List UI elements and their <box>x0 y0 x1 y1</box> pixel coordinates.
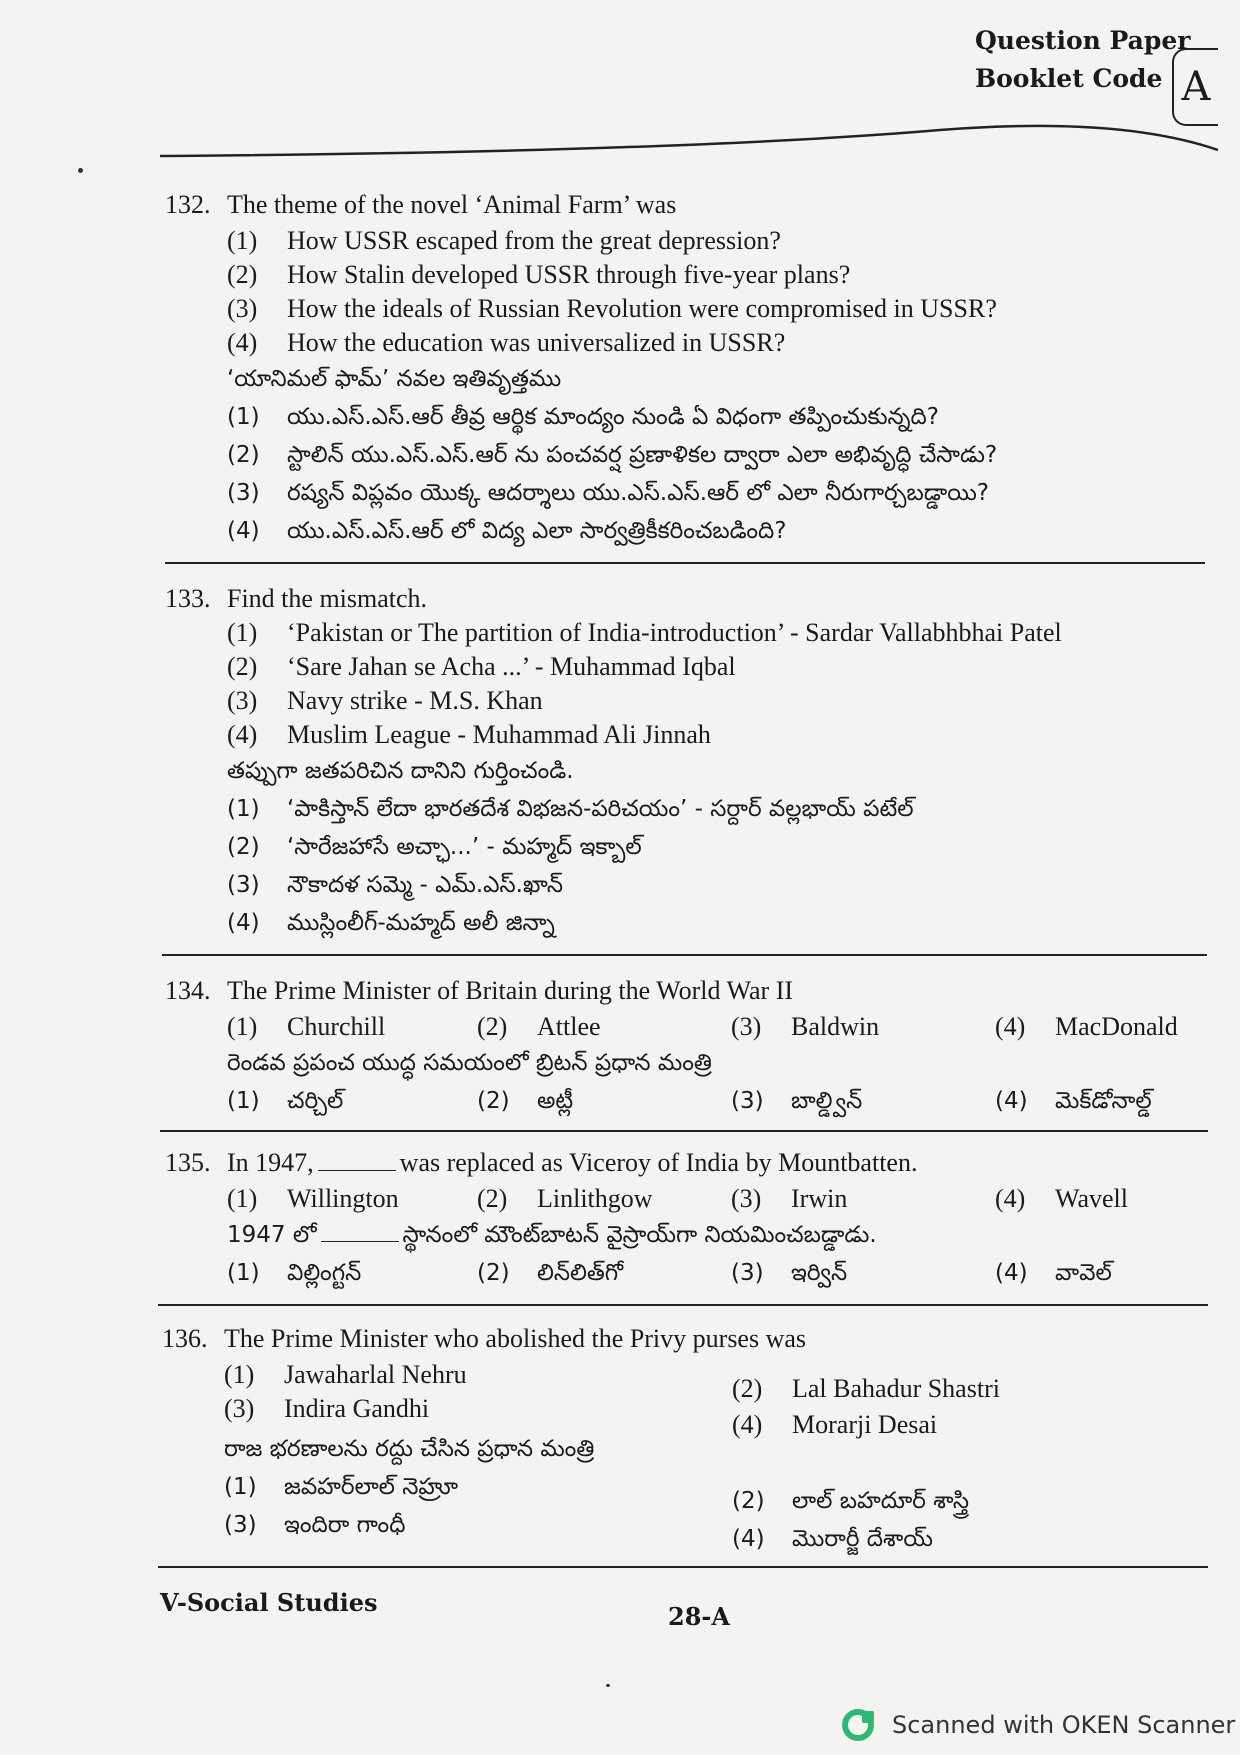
option-en-3: (3) Indira Gandhi <box>224 1394 430 1423</box>
option-te-4: (4) యు.ఎస్.ఎస్.ఆర్ లో విద్య ఎలా సార్వత్రికీకరించబడింది? <box>227 518 787 544</box>
option-en-2: (2) Attlee <box>477 1012 601 1041</box>
question-number: 132. <box>165 190 211 219</box>
question-stem-en: 134. The Prime Minister of Britain during the World War II <box>165 976 794 1005</box>
option-en-3: (3) Baldwin <box>731 1012 880 1041</box>
option-en-3: (3) How the ideals of Russian Revolution were compromised in USSR? <box>227 294 997 323</box>
option-te-1: (1) విల్లింగ్టన్ <box>227 1260 362 1286</box>
option-en-2: (2) Linlithgow <box>477 1184 653 1213</box>
question-stem-te: తప్పుగా జతపరిచిన దానిని గుర్తించండి. <box>227 758 574 784</box>
option-te-4: (4) వావెల్ <box>995 1260 1112 1286</box>
option-te-3: (3) బాల్డ్విన్ <box>731 1088 863 1114</box>
option-te-1: (1) ‘పాకిస్తాన్ లేదా భారతదేశ విభజన-పరిచయం’ - సర్దార్ వల్లభాయ్ పటేల్ <box>227 796 914 822</box>
option-en-1: (1) How USSR escaped from the great depression? <box>227 226 781 255</box>
scanner-logo-icon <box>842 1707 878 1743</box>
option-en-1: (1) Jawaharlal Nehru <box>224 1360 467 1389</box>
option-en-4: (4) Morarji Desai <box>732 1410 938 1439</box>
option-en-4: (4) How the education was universalized in USSR? <box>227 328 786 357</box>
question-stem-en: 132. The theme of the novel ‘Animal Farm’ was <box>165 190 677 219</box>
option-en-4: (4) Wavell <box>995 1184 1128 1213</box>
question-stem-en: 133. Find the mismatch. <box>165 584 428 613</box>
option-te-2: (2) స్టాలిన్ యు.ఎస్.ఎస్.ఆర్ ను పంచవర్ష ప్రణాళికల ద్వారా ఎలా అభివృద్ధి చేసాడు? <box>227 442 998 468</box>
option-en-3: (3) Navy strike - M.S. Khan <box>227 686 543 715</box>
question-divider <box>158 1304 1208 1306</box>
option-en-2: (2) ‘Sare Jahan se Acha ...’ - Muhammad Iqbal <box>227 652 736 681</box>
option-en-1: (1) Willington <box>227 1184 399 1213</box>
footer-divider <box>158 1566 1208 1568</box>
speck <box>78 168 83 173</box>
scanner-watermark <box>842 1707 1235 1743</box>
speck <box>606 1684 610 1687</box>
question-number: 136. <box>162 1324 208 1353</box>
option-en-1: (1) ‘Pakistan or The partition of India-introduction’ - Sardar Vallabhbhai Patel <box>227 618 1062 647</box>
question-divider <box>162 954 1207 956</box>
booklet-code-letter: A <box>1172 48 1218 126</box>
option-en-1: (1) Churchill <box>227 1012 386 1041</box>
option-te-3: (3) రష్యన్ విప్లవం యొక్క ఆదర్శాలు యు.ఎస్.ఎస్.ఆర్ లో ఎలా నీరుగార్చబడ్డాయి? <box>227 480 990 506</box>
question-divider <box>165 562 1205 564</box>
option-te-1: (1) జవహర్‌లాల్ నెహ్రూ <box>224 1474 459 1500</box>
question-134 <box>165 976 1215 1126</box>
option-te-3: (3) నౌకాదళ సమ్మె - ఎమ్.ఎస్.ఖాన్ <box>227 872 564 898</box>
booklet-code-line1: Question Paper <box>975 26 1191 55</box>
page-number: 28-A <box>668 1602 730 1631</box>
question-stem-te: 1947 లో స్థానంలో మౌంట్‌బాటన్ వైస్రాయ్‌గా నియమించబడ్డాడు. <box>227 1222 877 1248</box>
question-stem-en: 135. In 1947, was replaced as Viceroy of India by Mountbatten. <box>165 1148 918 1177</box>
question-number: 134. <box>165 976 211 1005</box>
question-135 <box>165 1148 1215 1298</box>
option-en-4: (4) MacDonald <box>995 1012 1178 1041</box>
option-te-3: (3) ఇందిరా గాంధీ <box>224 1512 406 1538</box>
option-te-4: (4) ముస్లింలీగ్-మహ్మద్ అలీ జిన్నా <box>227 910 555 936</box>
header-rule <box>160 112 1220 162</box>
option-en-3: (3) Irwin <box>731 1184 848 1213</box>
option-te-3: (3) ఇర్విన్ <box>731 1260 848 1286</box>
question-136 <box>162 1324 1212 1564</box>
option-te-1: (1) చర్చిల్ <box>227 1088 344 1114</box>
subject-label: V-Social Studies <box>160 1588 378 1617</box>
option-en-4: (4) Muslim League - Muhammad Ali Jinnah <box>227 720 711 749</box>
question-number: 135. <box>165 1148 211 1177</box>
answer-blank <box>321 1223 399 1242</box>
question-133 <box>165 584 1215 944</box>
question-number: 133. <box>165 584 211 613</box>
question-132 <box>165 190 1215 550</box>
question-stem-te: ‘యానిమల్ ఫామ్’ నవల ఇతివృత్తము <box>227 366 562 392</box>
scanner-text: Scanned with OKEN Scanner <box>892 1711 1236 1739</box>
booklet-code-label <box>975 22 1205 98</box>
question-stem-te: రాజ భరణాలను రద్దు చేసిన ప్రధాన మంత్రి <box>224 1436 595 1462</box>
option-te-2: (2) లిన్‌లిత్‌గో <box>477 1260 624 1286</box>
option-te-2: (2) ‘సారేజహాసే అచ్ఛా...’ - మహ్మద్ ఇక్బాల్ <box>227 834 642 860</box>
question-stem-en: 136. The Prime Minister who abolished the Privy purses was <box>162 1324 807 1353</box>
option-te-1: (1) యు.ఎస్.ఎస్.ఆర్ తీవ్ర ఆర్థిక మాంద్యం నుండి ఏ విధంగా తప్పించుకున్నది? <box>227 404 939 430</box>
option-en-2: (2) How Stalin developed USSR through five-year plans? <box>227 260 851 289</box>
option-te-4: (4) మొరార్జీ దేశాయ్ <box>732 1526 933 1552</box>
booklet-code-line2: Booklet Code <box>975 64 1163 93</box>
option-te-2: (2) లాల్ బహదూర్ శాస్త్రి <box>732 1488 969 1514</box>
option-te-2: (2) అట్లీ <box>477 1088 574 1114</box>
question-divider <box>160 1130 1208 1132</box>
option-te-4: (4) మెక్‌డోనాల్డ్ <box>995 1088 1152 1114</box>
question-stem-te: రెండవ ప్రపంచ యుద్ధ సమయంలో బ్రిటన్ ప్రధాన మంత్రి <box>227 1050 712 1076</box>
answer-blank <box>318 1152 396 1171</box>
option-en-2: (2) Lal Bahadur Shastri <box>732 1374 1000 1403</box>
